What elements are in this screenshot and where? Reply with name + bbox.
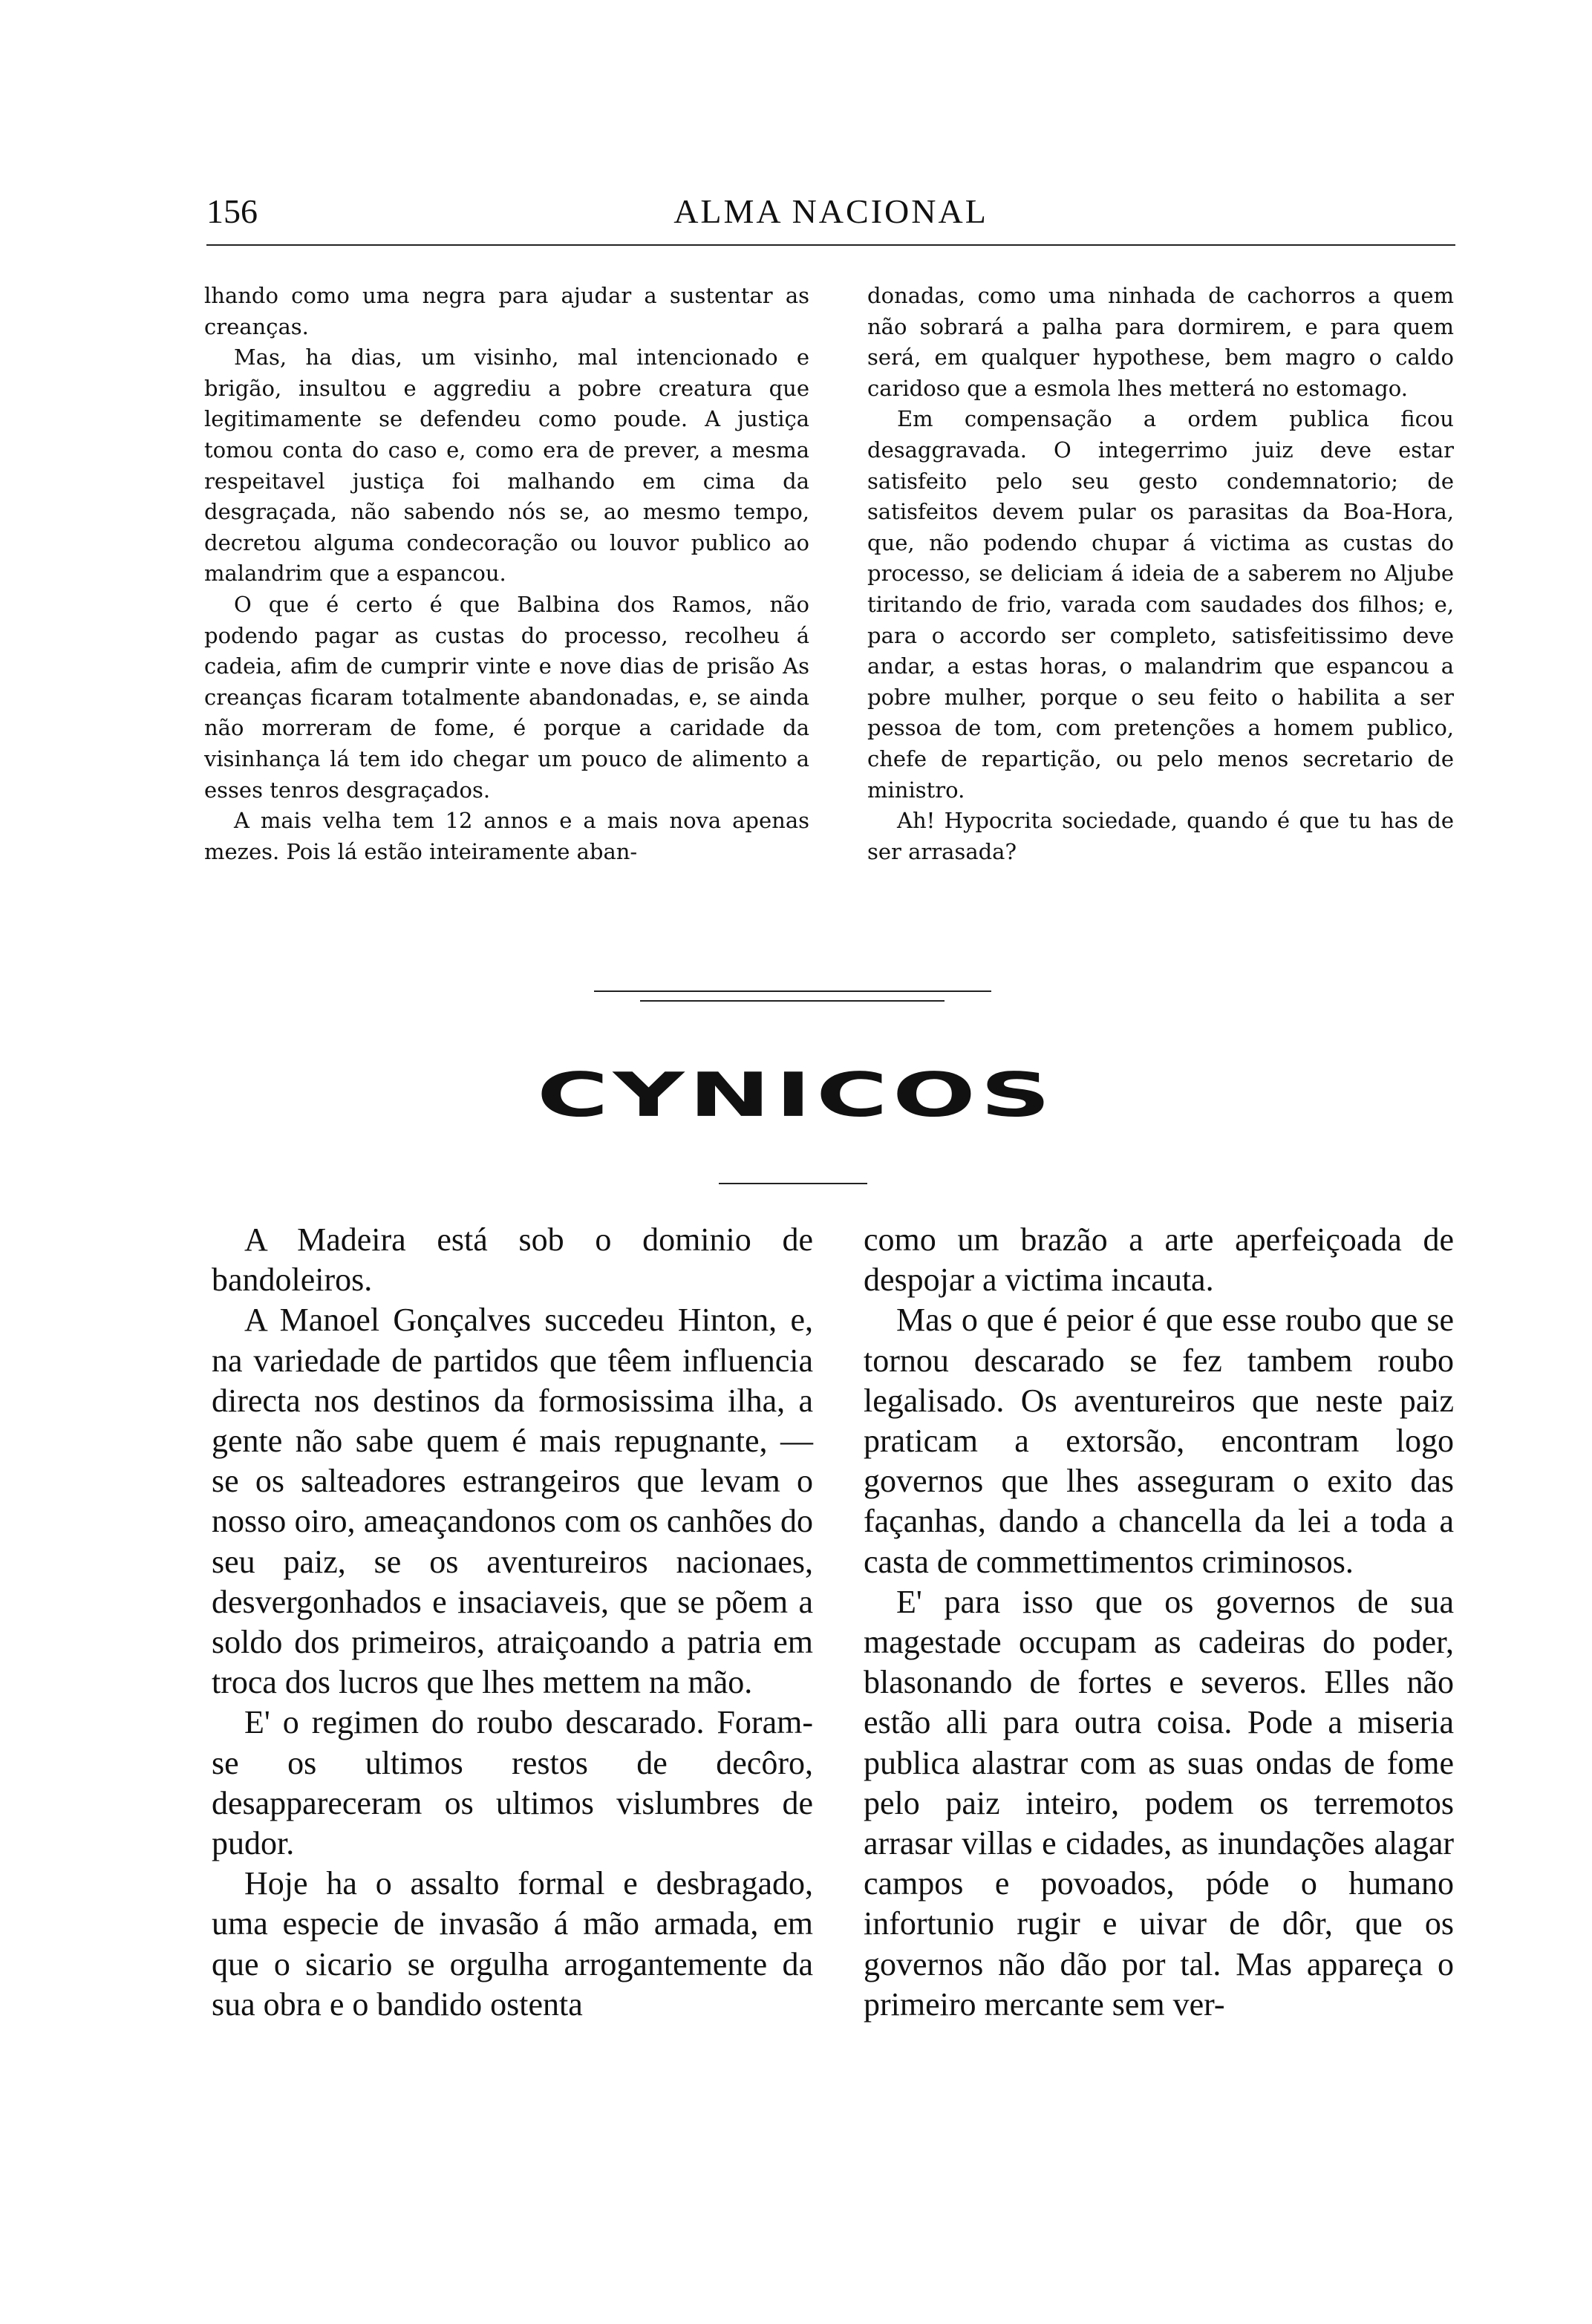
paragraph: Hoje ha o assalto formal e desbragado, uma especie de invasão á mão armada, em que o sicario se orgulha arrogantemente da sua obra e o bandido ostenta [212, 1865, 813, 2023]
header-rule [206, 244, 1455, 246]
page-number: 156 [206, 192, 258, 230]
headline-rule [719, 1183, 867, 1184]
paragraph: Mas, ha dias, um visinho, mal intencionado e brigão, insultou e aggrediu a pobre creatura que legitimamente se defendeu como poude. A justiça tomou conta do caso e, como era de prever, a mesma respeitavel justiça foi malhando em cima da desgraçada, não sabendo nós se, ao mesmo tempo, decretou alguma condecoração ou louvor publico ao malandrim que a espancou. [204, 345, 809, 587]
section-divider [640, 1000, 945, 1002]
paragraph: A Madeira está sob o dominio de bandoleiros. [212, 1221, 813, 1299]
paragraph: Ah! Hypocrita sociedade, quando é que tu has de ser arrasada? [867, 808, 1454, 864]
paragraph: A mais velha tem 12 annos e a mais nova apenas mezes. Pois lá estão inteiramente aban- [204, 808, 809, 864]
paragraph: lhando como uma negra para ajudar a sustentar as creanças. [204, 283, 809, 339]
paragraph: A Manoel Gonçalves succedeu Hinton, e, na variedade de partidos que têem influencia directa nos destinos da formosissima ilha, a gente não sabe quem é mais repugnante, — se os salteadores estrangeiros que levam o nosso oiro, ameaçandonos com os canhões do seu paiz, se os aventureiros nacionaes, desvergonhados e insaciaveis, que se põem a soldo dos primeiros, atraiçoando a patria em troca dos lucros que lhes mettem na mão. [212, 1302, 813, 1701]
paragraph: E' o regimen do roubo descarado. Foram-se os ultimos restos de decôro, desappareceram os ultimos vislumbres de pudor. [212, 1704, 813, 1862]
paragraph: O que é certo é que Balbina dos Ramos, não podendo pagar as custas do processo, recolheu á cadeia, afim de cumprir vinte e nove dias de prisão As creanças ficaram totalmente abandonadas, e, se ainda não morreram de fome, é porque a caridade da visinhança lá tem ido chegar um pouco de alimento a esses tenros desgraçados. [204, 591, 809, 803]
paragraph: donadas, como uma ninhada de cachorros a quem não sobrará a palha para dormirem, e para quem será, em qualquer hypothese, bem magro o caldo caridoso que a esmola lhes metterá no estomago. [867, 283, 1454, 401]
article2-left-column [212, 1220, 813, 2025]
page-header [206, 192, 1455, 236]
paragraph: E' para isso que os governos de sua magestade occupam as cadeiras do poder, blasonando de fortes e severos. Elles não estão alli para outra coisa. Pode a miseria publica alastrar com as suas ondas de fome pelo paiz inteiro, podem os terremotos arrasar villas e cidades, as inundações alagar campos e povoados, póde o humano infortunio rugir e uivar de dôr, que os governos não dão por tal. Mas appareça o primeiro mercante sem ver- [864, 1583, 1454, 2023]
publication-title: ALMA NACIONAL [673, 192, 988, 230]
article1-right-column [867, 281, 1454, 867]
paragraph: Mas o que é peior é que esse roubo que se tornou descarado se fez tambem roubo legalisado. Os aventureiros que neste paiz praticam a extorsão, encontram logo governos que lhes asseguram o exito das façanhas, dando a chancella da lei a toda a casta de commettimentos criminosos. [864, 1302, 1454, 1580]
paragraph: como um brazão a arte aperfeiçoada de despojar a victima incauta. [864, 1221, 1454, 1299]
article1-left-column [204, 281, 809, 867]
article2-right-column [864, 1220, 1454, 2025]
section-divider [594, 990, 991, 992]
paragraph: Em compensação a ordem publica ficou desaggravada. O integerrimo juiz deve estar satisfeito pelo seu gesto condemnatorio; de satisfeitos devem pular os parasitas da Boa-Hora, que, não podendo chupar á victima as custas do processo, se deliciam á ideia de a saberem no Aljube tiritando de frio, varada com saudades dos filhos; e, para o accordo ser completo, satisfeitissimo deve andar, a estas horas, o malandrim que espancou a pobre mulher, porque o seu feito o habilita a ser pessoa de tom, com pretenções a homem publico, chefe de repartição, ou pelo menos secretario de ministro. [867, 406, 1454, 803]
article-headline: CYNICOS [536, 1060, 1056, 1131]
